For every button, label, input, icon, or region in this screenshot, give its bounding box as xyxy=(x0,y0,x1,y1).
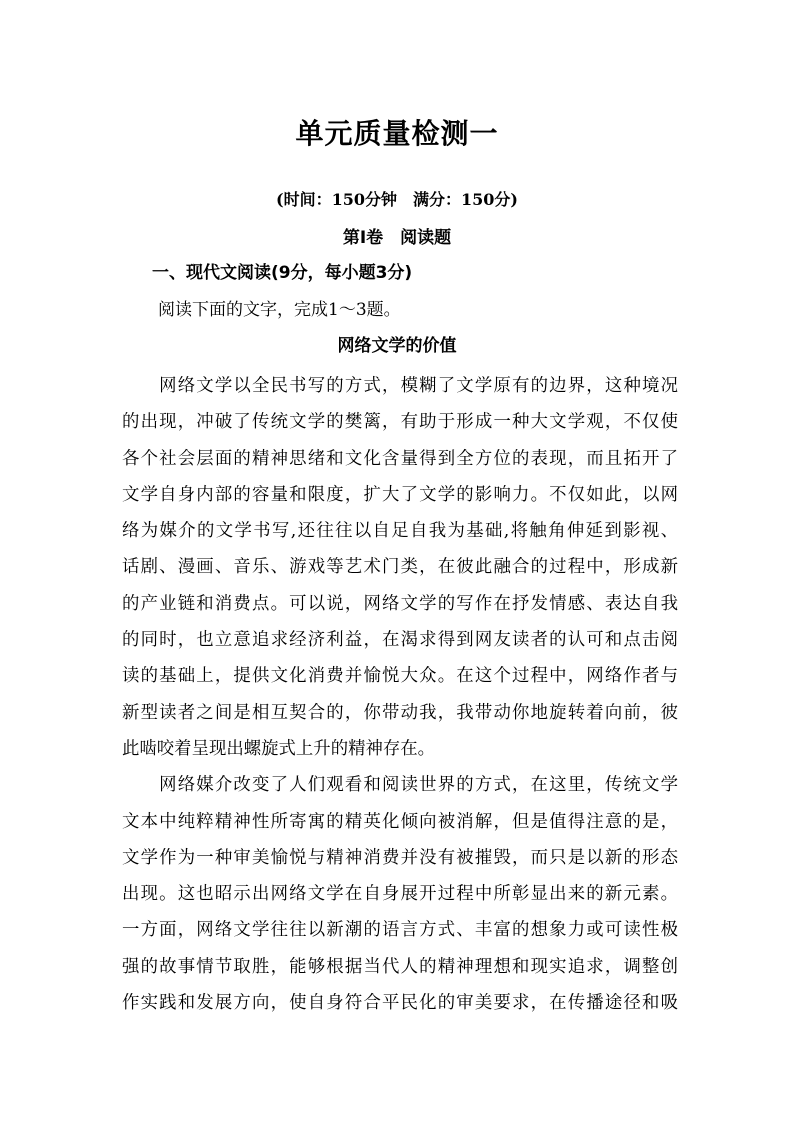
text-line: 络为媒介的文学书写,还往往以自足自我为基础,将触角伸延到影视、 xyxy=(122,521,678,542)
section-heading: 一、现代文阅读(9分，每小题3分) xyxy=(152,263,413,283)
document-title: 单元质量检测一 xyxy=(295,117,499,150)
text-line: 文本中纯粹精神性所寄寓的精英化倾向被消解，但是值得注意的是， xyxy=(122,811,678,832)
article-title: 网络文学的价值 xyxy=(337,336,457,356)
text-line: 话剧、漫画、音乐、游戏等艺术门类，在彼此融合的过程中，形成新 xyxy=(122,557,678,578)
text-line: 文学作为一种审美愉悦与精神消费并没有被摧毁，而只是以新的形态 xyxy=(122,847,678,868)
text-line: 强的故事情节取胜，能够根据当代人的精神理想和现实追求，调整创 xyxy=(122,956,678,977)
text-line: 的产业链和消费点。可以说，网络文学的写作在抒发情感、表达自我 xyxy=(122,593,678,614)
text-line: 网络文学以全民书写的方式，模糊了文学原有的边界，这种境况 xyxy=(122,376,678,396)
text-line: 此啮咬着呈现出螺旋式上升的精神存在。 xyxy=(122,738,436,759)
text-line: 各个社会层面的精神思绪和文化含量得到全方位的表现，而且拓开了 xyxy=(122,448,678,469)
paragraph-1 xyxy=(122,368,678,767)
text-line: 出现。这也昭示出网络文学在自身展开过程中所彰显出来的新元素。 xyxy=(122,884,678,905)
text-line: 读的基础上，提供文化消费并愉悦大众。在这个过程中，网络作者与 xyxy=(122,666,678,687)
text-line: 新型读者之间是相互契合的，你带动我，我带动你地旋转着向前，彼 xyxy=(122,702,678,723)
text-line: 的同时，也立意追求经济利益，在渴求得到网友读者的认可和点击阅 xyxy=(122,630,678,651)
text-line: 文学自身内部的容量和限度，扩大了文学的影响力。不仅如此，以网 xyxy=(122,484,678,505)
article-body xyxy=(122,368,678,1021)
text-line: 一方面，网络文学往往以新潮的语言方式、丰富的想象力或可读性极 xyxy=(122,920,678,941)
text-line: 的出现，冲破了传统文学的樊篱，有助于形成一种大文学观，不仅使 xyxy=(122,412,678,433)
text-line: 网络媒介改变了人们观看和阅读世界的方式，在这里，传统文学 xyxy=(122,775,678,796)
paragraph-2 xyxy=(122,767,678,1021)
text-line: 作实践和发展方向，使自身符合平民化的审美要求，在传播途径和吸 xyxy=(122,993,678,1014)
exam-time-score: (时间：150分钟 满分：150分) xyxy=(276,190,518,209)
reading-instruction: 阅读下面的文字，完成1～3题。 xyxy=(158,300,401,320)
part-heading: 第Ⅰ卷 阅读题 xyxy=(342,228,452,248)
